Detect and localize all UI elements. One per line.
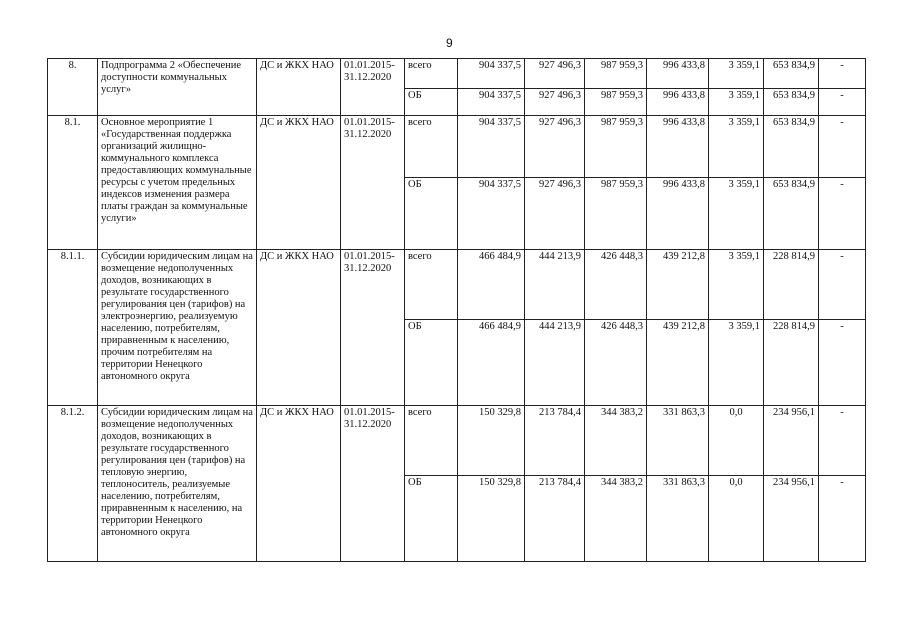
value-cell: 653 834,9	[764, 116, 819, 178]
value-cell: 426 448,3	[585, 250, 647, 320]
value-cell: 331 863,3	[647, 406, 709, 476]
budget-table	[47, 58, 866, 562]
row-number: 8.1.2.	[48, 406, 98, 562]
value-cell: 653 834,9	[764, 178, 819, 250]
value-cell: 927 496,3	[525, 89, 585, 116]
value-cell: 466 484,9	[458, 320, 525, 406]
value-cell: 904 337,5	[458, 59, 525, 89]
value-cell: 344 383,2	[585, 476, 647, 562]
table-row	[48, 406, 866, 476]
value-cell: 228 814,9	[764, 250, 819, 320]
value-cell: 3 359,1	[709, 178, 764, 250]
value-cell: 466 484,9	[458, 250, 525, 320]
row-number: 8.1.1.	[48, 250, 98, 406]
funding-source: ОБ	[405, 89, 458, 116]
row-executor: ДС и ЖКХ НАО	[257, 250, 341, 406]
value-cell: 927 496,3	[525, 116, 585, 178]
value-cell: 996 433,8	[647, 59, 709, 89]
funding-source: ОБ	[405, 320, 458, 406]
value-cell: 3 359,1	[709, 59, 764, 89]
funding-source: всего	[405, 116, 458, 178]
value-cell: 927 496,3	[525, 178, 585, 250]
value-cell: 234 956,1	[764, 476, 819, 562]
value-cell: 0,0	[709, 406, 764, 476]
value-cell: -	[819, 59, 866, 89]
value-cell: 987 959,3	[585, 89, 647, 116]
value-cell: 987 959,3	[585, 178, 647, 250]
value-cell: -	[819, 320, 866, 406]
row-name: Субсидии юридическим лицам на возмещение недополученных доходов, возникающих в результате государственного регулирования цен (тарифов) на тепловую энергию, теплоноситель, реализуемые населению, потребителям, приравненным к населению, на территории Ненецкого автономного округа	[98, 406, 257, 562]
value-cell: 904 337,5	[458, 178, 525, 250]
value-cell: 927 496,3	[525, 59, 585, 89]
value-cell: 996 433,8	[647, 116, 709, 178]
value-cell: 987 959,3	[585, 59, 647, 89]
value-cell: 996 433,8	[647, 89, 709, 116]
value-cell: 331 863,3	[647, 476, 709, 562]
table-row	[48, 116, 866, 178]
funding-source: всего	[405, 59, 458, 89]
value-cell: 987 959,3	[585, 116, 647, 178]
value-cell: 904 337,5	[458, 116, 525, 178]
value-cell: 439 212,8	[647, 320, 709, 406]
row-period: 01.01.2015-31.12.2020	[341, 116, 405, 250]
value-cell: 996 433,8	[647, 178, 709, 250]
table-row	[48, 250, 866, 320]
value-cell: 444 213,9	[525, 250, 585, 320]
value-cell: 150 329,8	[458, 406, 525, 476]
value-cell: 904 337,5	[458, 89, 525, 116]
value-cell: 439 212,8	[647, 250, 709, 320]
value-cell: 3 359,1	[709, 116, 764, 178]
value-cell: 3 359,1	[709, 320, 764, 406]
row-name: Субсидии юридическим лицам на возмещение недополученных доходов, возникающих в результате государственного регулирования цен (тарифов) на электроэнергию, реализуемую населению, потребителям, приравненным к населению, прочим потребителям на территории Ненецкого автономного округа	[98, 250, 257, 406]
funding-source: ОБ	[405, 178, 458, 250]
value-cell: 234 956,1	[764, 406, 819, 476]
funding-source: всего	[405, 250, 458, 320]
value-cell: 228 814,9	[764, 320, 819, 406]
funding-source: всего	[405, 406, 458, 476]
row-number: 8.	[48, 59, 98, 116]
value-cell: -	[819, 178, 866, 250]
value-cell: -	[819, 250, 866, 320]
value-cell: 344 383,2	[585, 406, 647, 476]
value-cell: 653 834,9	[764, 89, 819, 116]
row-executor: ДС и ЖКХ НАО	[257, 116, 341, 250]
value-cell: 426 448,3	[585, 320, 647, 406]
value-cell: -	[819, 116, 866, 178]
value-cell: 0,0	[709, 476, 764, 562]
row-name: Подпрограмма 2 «Обеспечение доступности коммунальных услуг»	[98, 59, 257, 116]
row-executor: ДС и ЖКХ НАО	[257, 59, 341, 116]
row-period: 01.01.2015-31.12.2020	[341, 406, 405, 562]
value-cell: -	[819, 406, 866, 476]
value-cell: -	[819, 476, 866, 562]
value-cell: 150 329,8	[458, 476, 525, 562]
row-period: 01.01.2015-31.12.2020	[341, 250, 405, 406]
value-cell: 3 359,1	[709, 250, 764, 320]
funding-source: ОБ	[405, 476, 458, 562]
table-row	[48, 59, 866, 89]
value-cell: 444 213,9	[525, 320, 585, 406]
value-cell: 213 784,4	[525, 476, 585, 562]
value-cell: -	[819, 89, 866, 116]
value-cell: 3 359,1	[709, 89, 764, 116]
row-name: Основное мероприятие 1 «Государственная поддержка организаций жилищно-коммунального комплекса предоставляющих коммунальные ресурсы с учетом предельных индексов изменения размера платы граждан за коммунальные услуги»	[98, 116, 257, 250]
row-period: 01.01.2015-31.12.2020	[341, 59, 405, 116]
row-executor: ДС и ЖКХ НАО	[257, 406, 341, 562]
page-number: 9	[446, 36, 453, 50]
value-cell: 213 784,4	[525, 406, 585, 476]
value-cell: 653 834,9	[764, 59, 819, 89]
row-number: 8.1.	[48, 116, 98, 250]
